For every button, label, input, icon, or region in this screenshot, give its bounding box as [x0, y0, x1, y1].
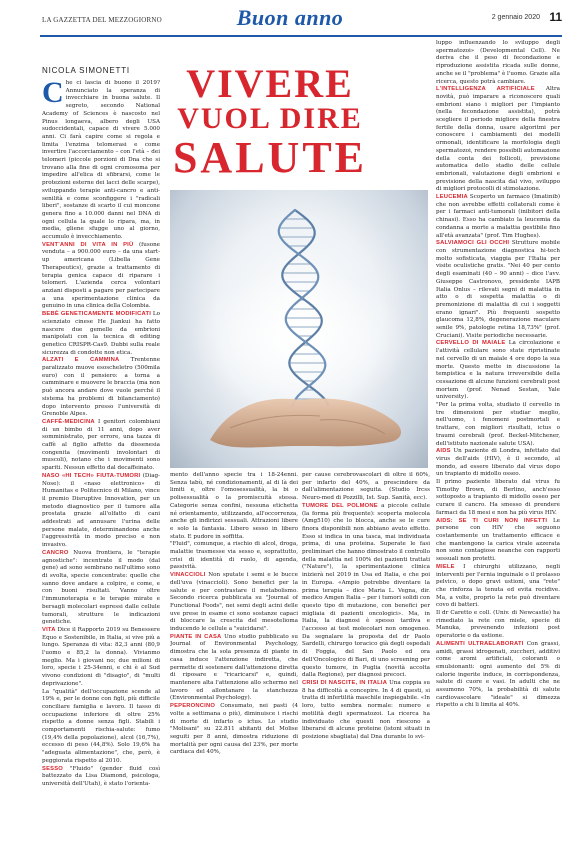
paragraph-text: (fusone venduta – a 900.000 euro – da una start-up americana (Libella Gene Therapeutics), grazie a trattamento di terapia genica capace di riparare i telomeri. L'azienda cerca volontari anziani disposti a pagare per partecipare a una sperimentazione clinica da genuino in una clinica della Colombia. — [42, 241, 160, 310]
article-column-3 — [302, 472, 430, 835]
paragraph-keyword: CRISI DI NASCITE, IN ITALIA — [302, 679, 388, 686]
paragraph — [436, 194, 560, 240]
paragraph — [436, 86, 560, 194]
paragraph-text: I genitori colombiani di un bimbo di 11 anni, dopo aver somministrato, per errore, una tazza di caffè al figlio affetto da dissenesia congenita (movimenti involontari di muscoli), notano che i movimenti sono spariti. Nessun effetto dal decaffeinato. — [42, 418, 160, 472]
headline-line-2: VUOL DIRE — [177, 102, 363, 135]
paragraph — [42, 311, 160, 357]
paragraph — [42, 550, 160, 627]
drop-cap: C — [42, 80, 64, 109]
paragraph — [42, 766, 160, 789]
paragraph-text: Uno studio pubblicato su Journal of Environmental Psychology, dimostra che la sola presenza di piante in casa induce l'attenzione indiretta, che permette di sostenere dall'attenzione diretta di riposare e "ricaricarsi" e, quindi, mantenere alta l'attenzione allo schermo nel lavoro ed allontanare la stanchezza (Environmental Psychology). — [170, 633, 298, 702]
paragraph-text: Non sputate i semi e le bucce dell'uva (vinaccioli). Sono benefici per la salute e per contrastare il metabolismo. Secondo ricerca pubblicata su "Journal of Functional Foods", nei semi degli acini delle uve prese in esame ci sono sostanze capaci di bloccare la crescita del mesotelioma inducendo le cellule a "suicidarsi". — [170, 572, 298, 633]
paragraph — [436, 479, 560, 518]
paragraph-text: Le persone con HIV che seguono costantemente un trattamento efficace e che mantengono la carica virale azzerata non sono contagiose neanche con rapporti sessuali non protetti. — [436, 517, 560, 563]
paragraph-text: Una coppia su 8 ha difficoltà a concepire. In 4 di questi, si tratta di infertilità maschile inspiegabile. «In loro, tutto sembra normale: numero e motilità degli spermatozoi. La ricerca ha individuato che questi non riescono a liberarsi di alcune proteine (istoni situati in posizione sbagliata) dal Dna durante lo svi- — [302, 679, 430, 740]
paragraph — [436, 40, 560, 86]
paragraph-keyword: PIANTE IN CASA — [170, 633, 222, 640]
paragraph-text: luppo influenzando lo sviluppo degli spermatozoi» (Developmental Cell). Ne deriva che il peso di fecondazione e riproduzione assistita ricada sulle donne, anche se il "problema" è l'uomo. Grazie alla ricerca, questo potrà cambiare. — [436, 40, 560, 85]
dna-hand-icon — [170, 190, 428, 468]
paragraph — [170, 472, 298, 541]
paragraph-text: Con grassi, amidi, grassi idrogenati, zuccheri, additivi come aromi artificiali, coloranti o emulsionanti: ogni aumento del 5% di calorie ingerite induce, in corrispondenza, salute di cuore e vasi. In adulti che ne assumono 70%, la probabilità di salute cardiovascolare "ideale" si dimezza rispetto a chi li limita al 40%. — [436, 640, 560, 709]
issue-date: 2 gennaio 2020 — [491, 14, 540, 21]
paragraph-text: a piccole cellule (la forma più frequente): scoperta molecola (Amg510) che lo blocca, anche se le cure finora disponibili non abbiano avuto effetto. Esso si indica in una tasca, mai individuata prima, di una proteina. Superate le fasi preliminari che hanno dimostrato il controllo della malattia nel 100% dei pazienti trattati ("Nature"), la sperimentazione clinica inizierà nel 2019 in Usa ed Italia, e che poi in Europa. «Ampio potrebbe diventare la prima terapia – dice Maria L. Vegna, dir. medico Amgen Italia – per i tumori solidi con questo tipo di mutazione, con benefici per migliaia di pazienti oncologici». Ma, in Italia, la diagnosi è spesso tardiva e l'accesso ai test molecolari non omogeneo. Da segnalare la proposta del dr Paolo Sardelli, chirurgo toracico già degli ospedali di Foggia, del San Paolo ed ora dell'Oncologico di Bari, di uno screening per questo tumore, in Puglia (novità accolta dalla Regione), per diagnosi precoci. — [302, 502, 430, 679]
paragraph-keyword: MIELE — [436, 563, 455, 570]
article-column-1 — [42, 80, 160, 835]
page-number: 11 — [549, 10, 562, 24]
paragraph-text: Il dr Caretto e coll. (Univ. di Newcastle) ha rimediato la rete con miele, specie di Manuka, prevenendo infezioni post operatorie o da ustione. — [436, 610, 560, 640]
paragraph-text: Dice il Rapporto 2019 su Benessere Equo e Sostenibile, in Italia, si vive più a lungo. Speranza di vita: 82,3 anni (80,9 l'uomo e 85,2 la donna). Vivianmo meglio. Ma i giovani no; due milioni di loro, specie i 25-34enni, e chi è al Sud vivono condizioni di "disagio", di "multi deprivazione". — [42, 626, 160, 687]
masthead: LA GAZZETTA DEL MEZZOGIORNO — [42, 16, 162, 24]
paragraph-text: "Fluid", comunque, a rischio di alcol, droga, malattie trasmesse via sesso e, soprattutto, crisi di identità di ruolo, di agenda, passività. — [170, 541, 298, 571]
paragraph — [170, 634, 298, 703]
paragraph-text: he ci lascia di buono il 2019? Annunciato la speranza di invecchiare in buona salute. Il segreto, secondo National Academy of Sciences è nascosto nel Pinus longaeva, albero degli USA sudoccidentali, capace di vivere 5.000 anni. Ci farà capire come si regola e limita l'enzima telomerasi e come invertire l'accorciamento – con l'età – dei telomeri (piccole porzioni di Dna che si trovano alla fine di ogni cromosoma per impedire all'elica di sfibrarsi, come le protezioni esterne dei lacci delle scarpe), sviluppando terapie anti-cancro e anti-senilità e come sconfiggere i "radicali liberi", sostanze di scarto il cui moncone genera fino a 10.000 danni nel DNA di ogni cellula la quale lo ripara, ma, in media, gliene sfugge uno al giorno, accumulo è invecchiamento. — [42, 80, 160, 241]
paragraph-text: Strutture mobile con strumentazione diagnostica hi-tech molto sofisticata, viaggia per l'Italia per visite oculistiche gratis. "Nei 40 per cento degli esaminati (40 – 90 anni) – dice l'avv. Giuseppe Castronovo, presidente IAPB Italia Onlus – rilevati segni di malattia in atto o di sospetta malattia o di premonizione di malattia di cui i soggetti erano ignari". Più frequenti sospetto glaucoma 12,8%, degenerazione maculare senile 9%, patologie retina 18,73%" (prof. Cruciani). Visite periodiche necessarie. — [436, 240, 560, 339]
paragraph — [302, 680, 430, 742]
paragraph-keyword: CANCRO — [42, 549, 69, 556]
paragraph-keyword: VINACCIOLI — [170, 572, 206, 579]
paragraph — [42, 689, 160, 766]
paragraph-keyword: SESSO — [42, 765, 63, 772]
paragraph-keyword: TUMORE DEL POLMONE — [302, 502, 378, 509]
paragraph-keyword: VENT'ANNI DI VITA IN PIÙ — [42, 241, 134, 248]
paragraph-keyword: VITA — [42, 626, 56, 633]
dna-hand-image — [170, 190, 428, 468]
paragraph — [42, 419, 160, 473]
paragraph — [42, 627, 160, 689]
paragraph-text: Il primo paziente liberato dal virus fu Timothy Brown, di Berlino, anch'esso sottoposto a trapianto di midollo osseo per curare il cancro. Ha smesso di prendere farmaci da 18 mesi e non ha più virus HIV. — [436, 479, 560, 516]
paragraph-text: Trentenne paralizzato muove esoscheletro (500mila euro) con il pensiero: a torna a camminare e muovere le braccia (ma non può ancora andare dove vuole perché il sistema ha problemi di bilanciamento) dopo intervento presso l'università di Grenoble Alpes. — [42, 357, 160, 418]
paragraph-text: "Per la prima volta, studiato il cervello in tre dimensioni per studiar meglio, nell'uomo, i fenomeni postmortali e trattare, con migliori risultati, ictus o traumi cerebrali (prof. Beckel-Mitchener, dell'istituto nazionale salute USA). — [436, 402, 560, 447]
paragraph — [42, 80, 160, 242]
paragraph-keyword: CERVELLO DI MAIALE — [436, 340, 506, 347]
paragraph — [436, 448, 560, 479]
paragraph-text: Un paziente di Londra, infettato dal virus dell'aids (HIV), è il secondo, al mondo, ad essere liberato dal virus dopo un trapianto di midollo osseo. — [436, 448, 560, 478]
paragraph-text: (Diag-Nose): il «naso elettronico» di Humanitas e Politecnico di Milano, vince il premio Disruptive Innovation, per un metodo diagnostico per il tumore alla prostata grazie all'olfatto di cani addestrati ad annusare l'urina delle persone malate, determinandone anche l'aggressività in modo preciso e non invasivo. — [42, 472, 160, 549]
paragraph-keyword: AIDS: SE TI CURI NON INFETTI — [436, 517, 548, 524]
article-column-2 — [170, 472, 298, 835]
paragraph — [436, 564, 560, 610]
paragraph-keyword: AIDS — [436, 448, 451, 455]
paragraph — [42, 242, 160, 311]
paragraph — [436, 402, 560, 448]
paragraph-keyword: L'INTELLIGENZA ARTIFICIALE — [436, 86, 535, 93]
paragraph-keyword: ALIMENTI ULTRAELABORATI — [436, 640, 524, 647]
paragraph-text: La circolazione e l'attività cellulare sono state ripristinate nel cervello di un maiale 4 ore dopo la sua morte. Questo mette in discussione la tempistica e la natura irreversibile della cessazione di alcune funzioni cerebrali post mortem (prof. Nenad Sestan, Yale university). — [436, 340, 560, 401]
section-title: Buon anno — [236, 5, 344, 30]
paragraph-text: Altra novità, può imparare a riconoscere quali embrioni siano i migliori per l'impianto (nella fecondazione assistita), potrà scegliere il periodo migliore della finestra fertile della donna, usare algoritmi per conoscere i cambiamenti dei modelli ormonali, identificare la morfologia degli spermatozoi, rendere possibili automazione della conta dei follicoli, previsione automatica dello stadio delle cellule embrionali, valutazione degli embrioni e previsione della nascita dal vivo, sviluppo di migliori protocolli di stimolazione. — [436, 86, 560, 193]
paragraph — [170, 572, 298, 634]
paragraph-keyword: NASO «HI TECH» FIUTA-TUMORI — [42, 472, 141, 479]
paragraph-keyword: BEBÈ GENETICAMENTE MODIFICATI — [42, 311, 151, 318]
author-byline: NICOLA SIMONETTI — [42, 66, 130, 75]
paragraph-text: Scoperto un farmaco (Imatinib) che non avrebbe effetti collaterali come è per i farmaci anti-tumorali (inibitori della chinasi). Esso ha cambiato la leucemia da condanna a morte a malattia gestibile fino all'età avanzata" (prof. Tim Hughes). — [436, 194, 560, 239]
headline-line-1: VIVERE — [186, 61, 354, 106]
paragraph — [436, 641, 560, 710]
paragraph — [170, 703, 298, 757]
paragraph — [436, 240, 560, 340]
paragraph — [302, 503, 430, 680]
paragraph-keyword: LEUCEMIA — [436, 194, 468, 201]
paragraph — [42, 357, 160, 419]
paragraph — [170, 541, 298, 572]
paragraph — [436, 340, 560, 402]
paragraph — [42, 473, 160, 550]
paragraph-text: "Fluido" (gender fluid così battezzato da Lisa Diamond, psicologa, università dell'Utah), è stato l'orienta- — [42, 765, 160, 787]
paragraph-text: Consumato, nei pasti (4 volte a settimana o più), diminuisce i rischi di morte di infarto o ictus. Lo studio "Molisani" su 22.811 abitanti del Molise seguiti per 8 anni, dimostra riduzione di mortalità per ogni causa del 23%, per morte cardiaca del 40%, — [170, 703, 298, 756]
paragraph-text: I chirurghi utilizzano, negli interventi per l'ernia inguinale o il prolasso pelvico, o dopo gravi ustioni, una "rete" che rinforza la tenuta ed evita recidive. Ma, a volte, proprio la rete può diventare covo di batteri. — [436, 563, 560, 609]
paragraph-text: Nuova frontiera, le "terapie agnostiche": incentrate il modo (dal gene) ad sono sembrano nell'ultimo sono di svolta, specie concentrate: quelle che sanno dove andare a colpire, e come, e con buoni risultati. Vanno oltre l'immunoterapia e le terapie mirate e bersagli molecolari espressi dalle cellule tumorali, strutture le indicazioni genetiche. — [42, 549, 160, 626]
paragraph-text: mento dell'anno specie tra i 18-24enni. Senza tabù, né condizionamenti, al di là dei limiti e, oltre l'omosessualità, la bi o polisessualità o la promiscuità stessa. Categorie senza confini, nessuna etichetta né orientamento, utilizzando, all'occorrenza, anche gli indirizzi sessuali. Attrazioni libere e solo la fantasia. Libero sesso in libero stato. E pudore in soffitta. — [170, 472, 298, 540]
paragraph-keyword: SALVIAMOCI GLI OCCHI — [436, 240, 510, 247]
paragraph-text: per cause cerebrovascolari di oltre il 60%, per infarto del 40%, a prescindere da dall'alimentazione seguita. (Studio Ircss Neuro-med di Pozzilli, Ist. Sup. Sanità, ecc). — [302, 472, 430, 502]
paragraph — [436, 518, 560, 564]
paragraph — [302, 472, 430, 503]
paragraph — [436, 610, 560, 641]
paragraph-text: La "qualità" dell'occupazione scende al 19% e, per le donne con figli, più difficile conciliare famiglia e lavoro. Il tasso di occupazione inferiore di oltre 25% rispetto a donne senza figli. Stabili i comportamenti rischia-salute: fumo (19,4% della popolazione), alcol (16,7%), eccesso di peso (44,8%). Solo 19,6% ha "adeguata alimentazione", che, però, è peggiorata rispetto al 2010. — [42, 688, 160, 764]
headline-line-3: SALUTE — [172, 133, 368, 182]
paragraph-keyword: PEPERONCINO — [170, 703, 216, 710]
page-header — [0, 0, 580, 40]
paragraph-keyword: ALZATI E CAMMINA — [42, 357, 120, 364]
article-column-4 — [436, 40, 560, 835]
paragraph-keyword: CAFFÈ-MEDICINA — [42, 418, 95, 425]
header-rule — [40, 35, 562, 37]
paragraph-text: Lo scienziato cinese He Jiankui ha fatto nascere due gemelle da embrioni manipolati con la tecnica di editing genetico CRISPR-Cas9. Dubbi sulla reale sicurezza di condotte non etica. — [42, 311, 160, 356]
